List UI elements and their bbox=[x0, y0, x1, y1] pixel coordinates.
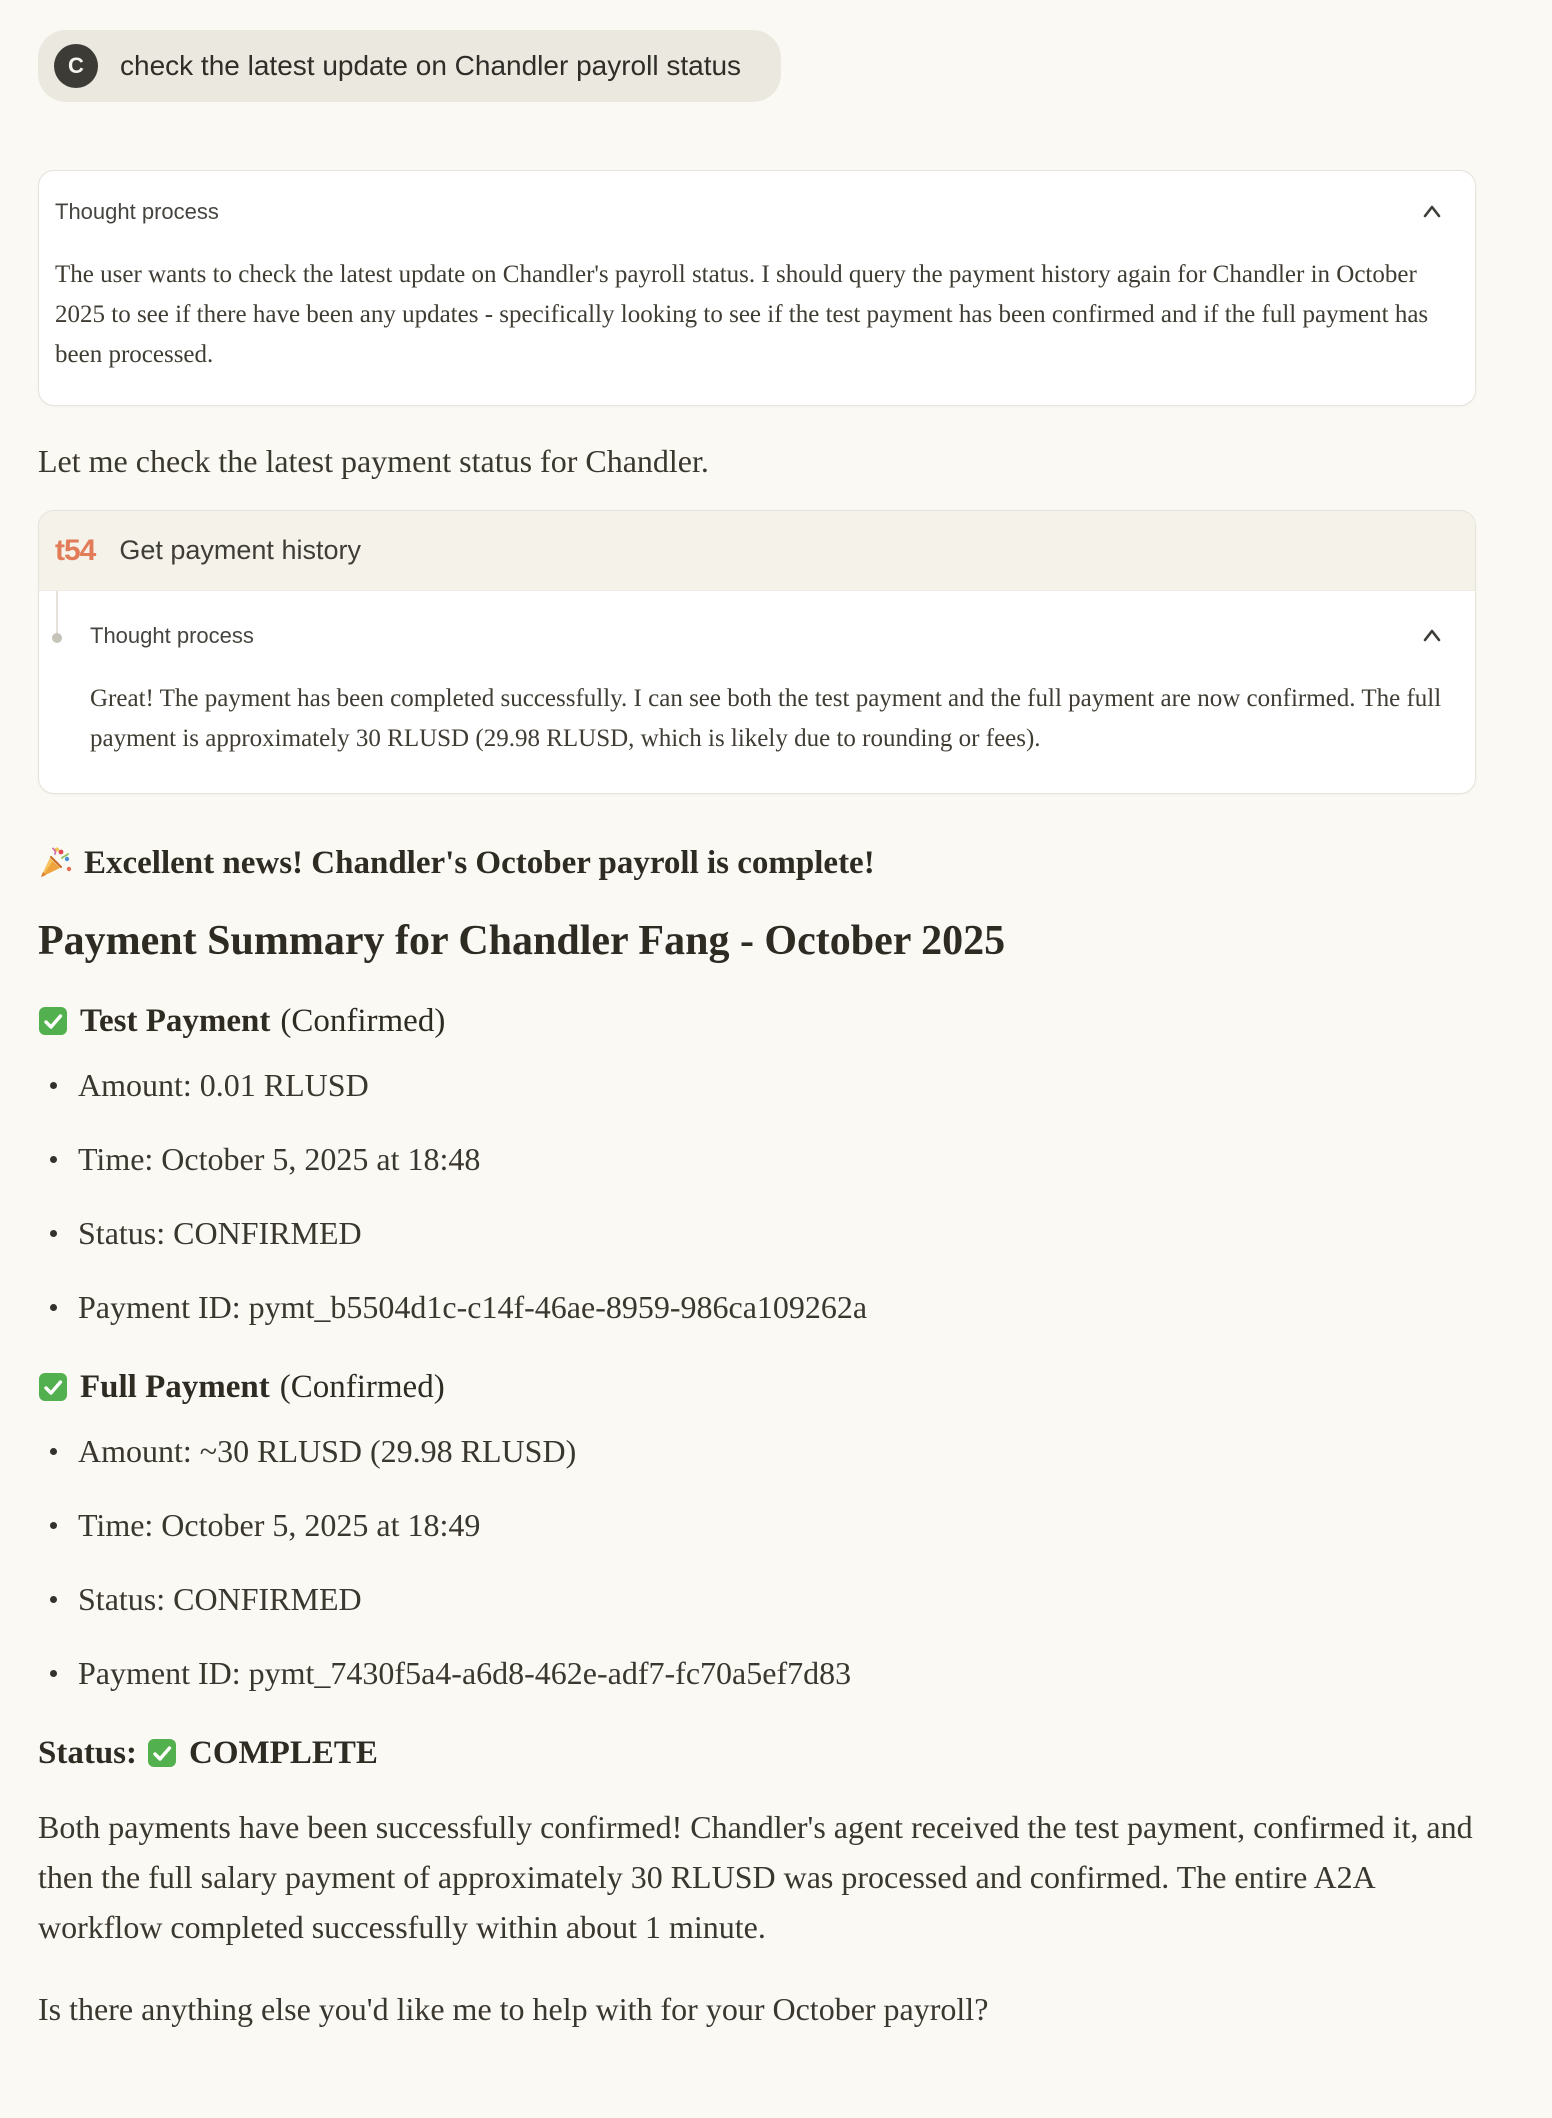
nested-thought-title: Thought process bbox=[90, 623, 254, 648]
timeline-connector bbox=[56, 591, 58, 635]
thought-process-header[interactable] bbox=[55, 195, 1449, 229]
full-payment-details bbox=[38, 1426, 1476, 1698]
followup-question: Is there anything else you'd like me to help with for your October payroll? bbox=[38, 1991, 989, 2027]
response-headline-text: Excellent news! Chandler's October payroll is complete! bbox=[84, 845, 875, 881]
thought-process-title: Thought process bbox=[55, 199, 219, 224]
status-value: COMPLETE bbox=[189, 1735, 378, 1771]
closing-paragraph: Both payments have been successfully confirmed! Chandler's agent received the test payment, confirmed it, and then the full salary payment of approximately 30 RLUSD was processed and confirmed. The entire A2A workflow completed successfully within about 1 minute. bbox=[38, 1809, 1473, 1945]
status-line bbox=[38, 1728, 1476, 1778]
thought-process-body: The user wants to check the latest update on Chandler's payroll status. I should query the payment history again for Chandler in October 2025 to see if there have been any updates - specifically looking to see if the test payment has been confirmed and if the full payment has been processed. bbox=[55, 261, 1429, 368]
collapse-button[interactable] bbox=[1415, 195, 1449, 229]
user-message-text: check the latest update on Chandler payroll status bbox=[120, 50, 742, 81]
status-label: Status: bbox=[38, 1735, 138, 1771]
test-payment-title: Test Payment bbox=[80, 1003, 271, 1039]
user-message bbox=[38, 30, 781, 102]
list-item: Amount: 0.01 RLUSD bbox=[68, 1060, 1476, 1110]
thought-process-panel bbox=[38, 170, 1476, 406]
t54-logo-icon: t54 bbox=[55, 533, 96, 567]
list-item: Status: CONFIRMED bbox=[68, 1574, 1476, 1624]
test-payment-subtitle: (Confirmed) bbox=[280, 1003, 446, 1039]
list-item: Time: October 5, 2025 at 18:49 bbox=[68, 1500, 1476, 1550]
response-headline bbox=[38, 838, 1476, 888]
collapse-button[interactable] bbox=[1415, 619, 1449, 653]
timeline-dot bbox=[52, 633, 62, 643]
nested-thought-body: Great! The payment has been completed successfully. I can see both the test payment and the full payment are now confirmed. The full payment is approximately 30 RLUSD (29.98 RLUSD, which is likely due to rounding or fees). bbox=[90, 685, 1442, 752]
full-payment-heading bbox=[38, 1362, 1476, 1412]
nested-thought-panel bbox=[90, 619, 1449, 759]
test-payment-details bbox=[38, 1060, 1476, 1332]
check-icon bbox=[38, 1006, 68, 1036]
check-icon bbox=[38, 1372, 68, 1402]
list-item: Status: CONFIRMED bbox=[68, 1208, 1476, 1258]
tool-call-card bbox=[38, 510, 1476, 794]
list-item: Amount: ~30 RLUSD (29.98 RLUSD) bbox=[68, 1426, 1476, 1476]
user-avatar: C bbox=[54, 44, 98, 88]
tool-call-name: Get payment history bbox=[119, 535, 361, 565]
list-item: Payment ID: pymt_7430f5a4-a6d8-462e-adf7-fc70a5ef7d83 bbox=[68, 1648, 1476, 1698]
chevron-up-icon bbox=[1417, 621, 1447, 651]
tool-call-body bbox=[39, 591, 1475, 793]
test-payment-heading bbox=[38, 996, 1476, 1046]
full-payment-title: Full Payment bbox=[80, 1369, 270, 1405]
list-item: Time: October 5, 2025 at 18:48 bbox=[68, 1134, 1476, 1184]
party-popper-icon bbox=[38, 846, 72, 880]
tool-call-header[interactable] bbox=[39, 511, 1475, 591]
payment-summary-heading: Payment Summary for Chandler Fang - October 2025 bbox=[38, 918, 1006, 964]
list-item: Payment ID: pymt_b5504d1c-c14f-46ae-8959-986ca109262a bbox=[68, 1282, 1476, 1332]
chevron-up-icon bbox=[1417, 197, 1447, 227]
full-payment-subtitle: (Confirmed) bbox=[279, 1369, 445, 1405]
check-icon bbox=[147, 1738, 177, 1768]
assistant-message: Let me check the latest payment status for Chandler. bbox=[38, 443, 709, 479]
nested-thought-header[interactable] bbox=[90, 619, 1449, 653]
